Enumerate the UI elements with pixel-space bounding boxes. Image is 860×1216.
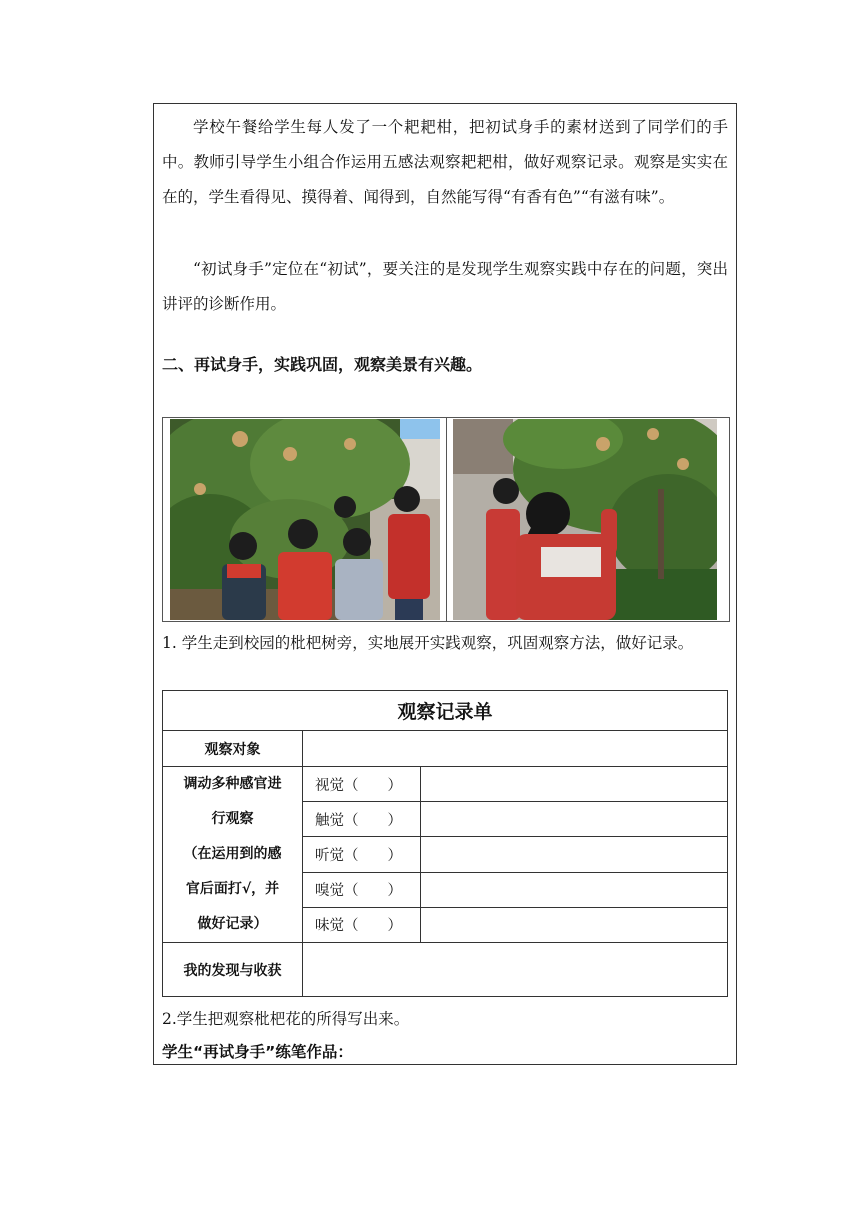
- senses-label-line: 行观察: [211, 811, 254, 827]
- photo-table: [162, 417, 730, 622]
- observation-record-sheet: [162, 690, 728, 997]
- observation-object-field[interactable]: [303, 731, 728, 767]
- sense-sight-cell[interactable]: 视觉（ ）: [303, 767, 421, 802]
- section-heading: 二、再试身手，实践巩固，观察美景有兴趣。: [162, 355, 483, 374]
- caption-student-works: 学生“再试身手”练笔作品：: [162, 1043, 353, 1061]
- caption-practice-observation: 1. 学生走到校园的枇杷树旁，实地展开实践观察，巩固观察方法，做好记录。: [162, 634, 694, 652]
- sense-hearing-cell[interactable]: 听觉（ ）: [303, 837, 421, 872]
- sense-touch-cell[interactable]: 触觉（ ）: [303, 802, 421, 837]
- sense-smell-record[interactable]: [421, 872, 728, 907]
- findings-label: 我的发现与收获: [163, 943, 303, 997]
- senses-label-line: 官后面打√，并: [185, 881, 280, 897]
- photo-divider: [446, 418, 447, 621]
- senses-label-line: 做好记录）: [197, 916, 268, 932]
- intro-paragraph-1: 学校午餐给学生每人发了一个耙耙柑，把初试身手的素材送到了同学们的手中。教师引导学生小组合作运用五感法观察耙耙柑，做好观察记录。观察是实实在在的，学生看得见、摸得着、闻得到，自然能写得“有香有色”“有滋有味”。: [162, 118, 728, 206]
- observation-object-label: 观察对象: [163, 731, 303, 767]
- content-frame: [153, 103, 737, 1065]
- intro-paragraph-2: “初试身手”定位在“初试”，要关注的是发现学生观察实践中存在的问题，突出讲评的诊断作用。: [162, 260, 728, 313]
- sense-hearing-record[interactable]: [421, 837, 728, 872]
- findings-field[interactable]: [303, 943, 728, 997]
- sense-taste-cell[interactable]: 味觉（ ）: [303, 907, 421, 942]
- record-sheet-title: 观察记录单: [163, 691, 728, 731]
- photo-students-loquat-tree-right: [453, 419, 717, 620]
- photo-students-loquat-tree-left: [170, 419, 440, 620]
- sense-sight-record[interactable]: [421, 767, 728, 802]
- sense-taste-record[interactable]: [421, 907, 728, 942]
- senses-label: [163, 767, 303, 943]
- sense-touch-record[interactable]: [421, 802, 728, 837]
- senses-label-line: （在运用到的感: [183, 846, 282, 862]
- senses-label-line: 调动多种感官进: [183, 776, 282, 792]
- caption-write-up: 2.学生把观察枇杷花的所得写出来。: [162, 1010, 410, 1028]
- sense-smell-cell[interactable]: 嗅觉（ ）: [303, 872, 421, 907]
